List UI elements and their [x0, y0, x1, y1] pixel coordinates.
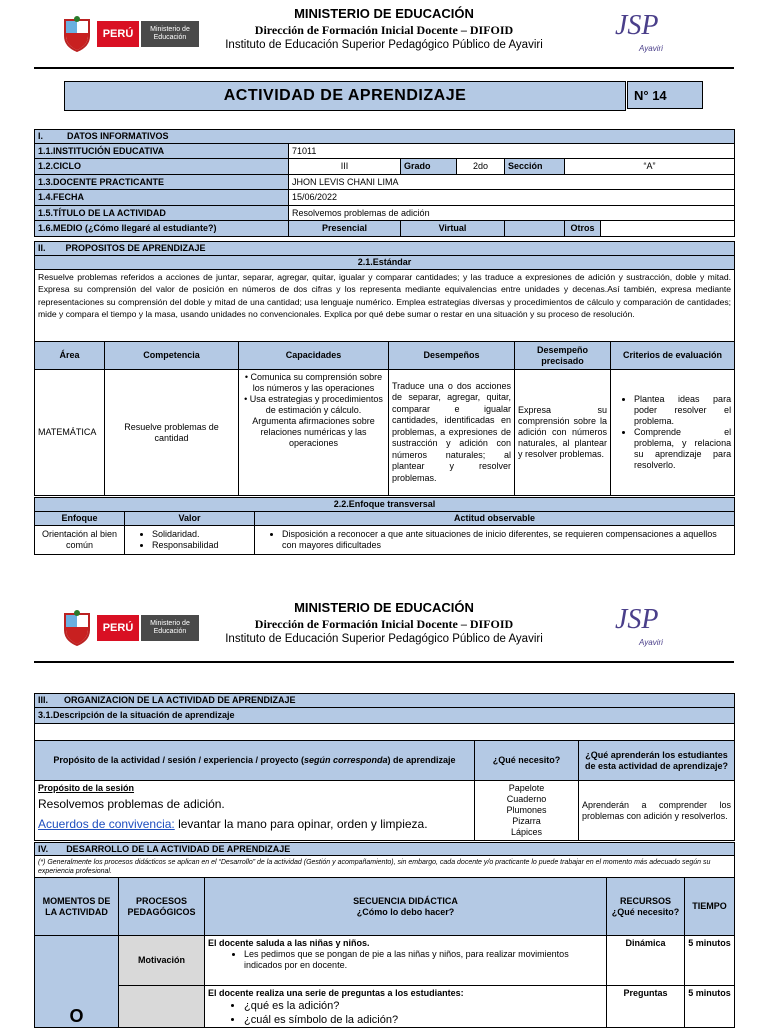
desempeno-precisado-value: Expresa su comprensión sobre la adición con números naturales, al plantear y resolver problemas.	[515, 370, 611, 496]
tiempo-row2: 5 minutos	[685, 986, 735, 1028]
grado-label: Grado	[401, 159, 457, 175]
capacidad-item: Argumenta afirmaciones sobre relaciones numéricas y las operaciones	[252, 416, 375, 448]
datos-table	[34, 129, 735, 237]
grado-value: 2do	[457, 159, 505, 175]
header-divider	[34, 661, 734, 663]
secuencia-row1-title: El docente saluda a las niñas y niños.	[208, 938, 370, 948]
activity-title: ACTIVIDAD DE APRENDIZAJE	[64, 81, 626, 111]
enfoque-title: 2.2.Enfoque transversal	[35, 498, 735, 512]
secuencia-item: • ¿cuál es símbolo de la adición?	[244, 1013, 603, 1027]
col-momentos: MOMENTOS DE LA ACTIVIDAD	[35, 878, 119, 936]
capacidades-cell	[239, 370, 389, 496]
proceso-row2	[119, 986, 205, 1028]
isep-logo: JSP Ayaviri	[615, 10, 663, 53]
secuencia-item: • Les pedimos que se pongan de pie a las niñas y niños, para realizar movimientos indicados por en docente.	[244, 949, 603, 971]
desempenos-value: Traduce una o dos acciones de separar, agregar, quitar, comparar e igualar cantidades, identificadas en problemas, a expresiones de sustracción y adición con números naturales; al plantear y resolver problemas.	[389, 370, 515, 496]
ciclo-label: 1.2.CICLO	[35, 159, 289, 175]
secuencia-item: • ¿qué es la adición?	[244, 999, 603, 1013]
peru-badge: PERÚ	[97, 615, 139, 641]
tiempo-row1: 5 minutos	[685, 936, 735, 986]
ministerio-badge: Ministerio de Educación	[141, 615, 199, 641]
materiales-cell	[475, 781, 579, 841]
col-criterios: Criterios de evaluación	[611, 342, 735, 370]
inst-label: 1.1.INSTITUCIÓN EDUCATIVA	[35, 144, 289, 159]
page-header	[0, 594, 768, 664]
desarrollo-table	[34, 842, 735, 1028]
competencia-value: Resuelve problemas de cantidad	[105, 370, 239, 496]
section-desarrollo: IV. DESARROLLO DE LA ACTIVIDAD DE APRENDIZAJE	[35, 843, 735, 856]
aprenderan-head: ¿Qué aprenderán los estudiantes de esta actividad de aprendizaje?	[579, 741, 735, 781]
seccion-value: “A”	[565, 159, 735, 175]
col-tiempo: TIEMPO	[685, 878, 735, 936]
col-desempeno-precisado: Desempeño precisado	[515, 342, 611, 370]
secuencia-row1	[205, 936, 607, 986]
titulo-value: Resolvemos problemas de adición	[289, 206, 735, 221]
necesito-head: ¿Qué necesito?	[475, 741, 579, 781]
desc-blank	[35, 724, 735, 741]
col-enfoque: Enfoque	[35, 512, 125, 526]
medio-otros-value	[601, 221, 735, 237]
valor-item: • Responsabilidad	[152, 540, 251, 551]
col-desempenos: Desempeños	[389, 342, 515, 370]
material-item: Plumones	[506, 805, 547, 815]
criterio-item: • Comprende el problema, y relaciona su aprendizaje para resolverlo.	[634, 427, 731, 471]
fecha-label: 1.4.FECHA	[35, 190, 289, 206]
titulo-label: 1.5.TÍTULO DE LA ACTIVIDAD	[35, 206, 289, 221]
actitud-cell	[255, 526, 735, 555]
header-title-1: MINISTERIO DE EDUCACIÓN	[294, 6, 474, 21]
recurso-row1: Dinámica	[607, 936, 685, 986]
col-competencia: Competencia	[105, 342, 239, 370]
header-divider	[34, 67, 734, 69]
proposito-label: Propósito de la sesión	[38, 783, 135, 793]
acuerdos-label: Acuerdos de convivencia:	[38, 817, 175, 831]
ciclo-value: III	[289, 159, 401, 175]
isep-logo: JSP Ayaviri	[615, 604, 663, 647]
section-organizacion: III. ORGANIZACION DE LA ACTIVIDAD DE APRENDIZAJE	[35, 694, 735, 708]
col-area: Área	[35, 342, 105, 370]
acuerdos-line	[38, 816, 471, 832]
peru-shield-icon	[62, 16, 92, 52]
material-item: Papelote	[508, 783, 545, 793]
header-title-3: Instituto de Educación Superior Pedagógico Público de Ayaviri	[225, 633, 543, 645]
proposito-head: Propósito de la actividad / sesión / experiencia / proyecto (según corresponda) de aprendizaje	[35, 741, 475, 781]
estandar-title: 2.1.Estándar	[35, 256, 735, 270]
capacidad-item: • Comunica su comprensión sobre los números y las operaciones	[244, 372, 383, 393]
propositos-table	[34, 241, 735, 496]
capacidad-item: • Usa estrategias y procedimientos de estimación y cálculo.	[244, 394, 383, 415]
peru-shield-icon	[62, 610, 92, 646]
medio-virtual: Virtual	[401, 221, 505, 237]
material-item: Pizarra	[512, 816, 541, 826]
col-recursos: RECURSOS ¿Qué necesito?	[607, 878, 685, 936]
section-propositos: II. PROPOSITOS DE APRENDIZAJE	[35, 242, 735, 256]
section-datos: I. DATOS INFORMATIVOS	[35, 130, 735, 144]
col-procesos: PROCESOS PEDAGÓGICOS	[119, 878, 205, 936]
page-header	[0, 0, 768, 70]
medio-otros: Otros	[565, 221, 601, 237]
valores-cell	[125, 526, 255, 555]
header-title-3: Instituto de Educación Superior Pedagógico Público de Ayaviri	[225, 39, 543, 51]
header-title-2: Dirección de Formación Inicial Docente – DIFOID	[254, 23, 514, 37]
criterio-item: • Plantea ideas para poder resolver el problema.	[634, 394, 731, 427]
inst-value: 71011	[289, 144, 735, 159]
docente-label: 1.3.DOCENTE PRACTICANTE	[35, 175, 289, 190]
acuerdos-value: levantar la mano para opinar, orden y limpieza.	[174, 817, 428, 831]
enfoque-value: Orientación al bien común	[35, 526, 125, 555]
col-valor: Valor	[125, 512, 255, 526]
secuencia-row2-title: El docente realiza una serie de preguntas a los estudiantes:	[208, 988, 464, 998]
actitud-item: • Disposición a reconocer a que ante situaciones de inicio diferentes, se requieren compensaciones a aquellos con mayores dificultades	[282, 529, 731, 551]
medio-presencial: Presencial	[289, 221, 401, 237]
organizacion-table	[34, 693, 735, 841]
header-title-2: Dirección de Formación Inicial Docente – DIFOID	[254, 617, 514, 631]
col-actitud: Actitud observable	[255, 512, 735, 526]
secuencia-row2	[205, 986, 607, 1028]
seccion-label: Sección	[505, 159, 565, 175]
medio-label: 1.6.MEDIO (¿Cómo llegaré al estudiante?)	[35, 221, 289, 237]
col-capacidades: Capacidades	[239, 342, 389, 370]
desc-title: 3.1.Descripción de la situación de aprendizaje	[35, 708, 735, 724]
header-title-1: MINISTERIO DE EDUCACIÓN	[294, 600, 474, 615]
peru-badge: PERÚ	[97, 21, 139, 47]
criterios-cell	[611, 370, 735, 496]
area-value: MATEMÁTICA	[35, 370, 105, 496]
medio-blank	[505, 221, 565, 237]
estandar-text: Resuelve problemas referidos a acciones de juntar, separar, agregar, quitar, igualar y comparar cantidades; y las traduce a expresiones de adición y sustracción, doble y mitad. Expresa su comprensión del valor de posición en números de dos cifras y los representa mediante equivalencias entre unidades y decenas.Así también, expresa mediante representaciones su comprensión del doble y mitad de una cantidad; usa lenguaje numérico. Emplea estrategias diversas y procedimientos de cálculo y comparación de cantidades; mide y compara el tiempo y la masa, usando unidades no convencionales. Explica por qué debe sumar o restar en una situación y su proceso de resolución.	[35, 270, 735, 342]
desarrollo-note: (*) Generalmente los procesos didácticos se aplican en el “Desarrollo” de la actividad (Gestión y acompañamiento), sin embargo, cada docente y/o practicante lo puede trabajar en el momento más adecuado según su experiencia profesional.	[35, 856, 735, 878]
moment-cell: O	[35, 936, 119, 1028]
col-secuencia: SECUENCIA DIDÁCTICA ¿Cómo lo debo hacer?	[205, 878, 607, 936]
activity-number: N° 14	[627, 81, 703, 109]
material-item: Lápices	[510, 827, 543, 837]
proposito-cell	[35, 781, 475, 841]
docente-value: JHON LEVIS CHANI LIMA	[289, 175, 735, 190]
ministerio-badge: Ministerio de Educación	[141, 21, 199, 47]
aprenderan-value: Aprenderán a comprender los problemas con adición y resolverlos.	[579, 781, 735, 841]
fecha-value: 15/06/2022	[289, 190, 735, 206]
material-item: Cuaderno	[506, 794, 547, 804]
proposito-value: Resolvemos problemas de adición.	[38, 797, 225, 811]
enfoque-table	[34, 497, 735, 555]
valor-item: • Solidaridad.	[152, 529, 251, 540]
recurso-row2: Preguntas	[607, 986, 685, 1028]
proceso-motivacion: Motivación	[119, 936, 205, 986]
